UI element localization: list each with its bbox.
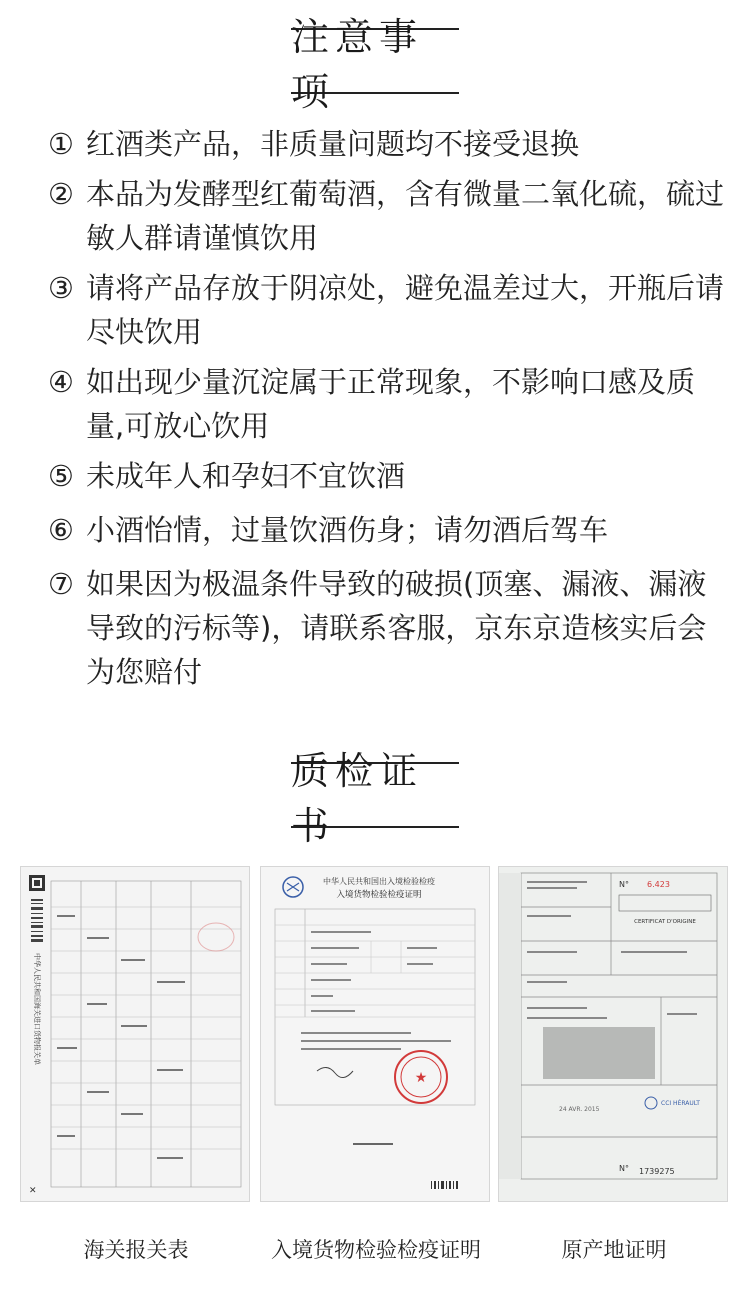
notice-number: ⑤: [48, 459, 74, 493]
origin-doc-heading: CERTIFICAT D'ORIGINE: [634, 919, 696, 925]
notice-text: 小酒怡情，过量饮酒伤身；请勿酒后驾车: [86, 513, 609, 547]
notice-text: 红酒类产品，非质量问题均不接受退换: [86, 127, 580, 161]
notice-item-2: [48, 172, 728, 260]
notice-item-3: [48, 266, 728, 354]
certificates-title-wrap: [0, 749, 750, 848]
notice-number: ⑥: [48, 513, 74, 547]
notice-text: 请将产品存放于阴凉处，避免温差过大，开瓶后请尽快饮用: [86, 271, 725, 349]
svg-text:★: ★: [414, 1070, 428, 1086]
origin-certificate-image: [498, 866, 728, 1202]
certificates-title: 质检证书: [291, 762, 459, 828]
notice-number: ⑦: [48, 567, 74, 601]
certificate-origin[interactable]: [498, 866, 730, 1262]
notice-text: 如果因为极温条件导致的破损(顶塞、漏液、漏液导致的污标等)，请联系客服，京东京造核实后会为您赔付: [86, 567, 707, 689]
origin-doc-number: 1739275: [639, 1167, 675, 1176]
inspection-certificate-image: [260, 866, 490, 1202]
notice-text: 如出现少量沉淀属于正常现象，不影响口感及质量,可放心饮用: [86, 365, 696, 443]
notice-item-5: [48, 454, 728, 498]
certificate-label: 入境货物检验检疫证明: [271, 1238, 481, 1262]
notices-title-wrap: [0, 15, 750, 114]
notice-item-6: [48, 508, 728, 552]
notice-item-7: [48, 562, 728, 694]
certificate-label: 原产地证明: [561, 1238, 667, 1262]
notices-title: 注意事项: [291, 28, 459, 94]
customs-declaration-image: [20, 866, 250, 1202]
notice-number: ②: [48, 177, 74, 211]
notice-item-1: [48, 122, 728, 166]
svg-text:CCI HÉRAULT: CCI HÉRAULT: [661, 1100, 700, 1107]
svg-text:24 AVR. 2015: 24 AVR. 2015: [559, 1106, 600, 1113]
certificate-customs[interactable]: [20, 866, 252, 1262]
notice-text: 本品为发酵型红葡萄酒，含有微量二氧化硫，硫过敏人群请谨慎饮用: [86, 177, 725, 255]
notices-list: [48, 122, 728, 700]
svg-text:6.423: 6.423: [647, 880, 670, 889]
inspection-doc-subheading: 入境货物检验检疫证明: [336, 890, 422, 900]
notice-item-4: [48, 360, 728, 448]
notice-number: ①: [48, 127, 74, 161]
svg-text:N°: N°: [619, 1164, 629, 1173]
inspection-doc-heading: 中华人民共和国出入境检验检疫: [323, 877, 435, 886]
certificate-label: 海关报关表: [83, 1238, 189, 1262]
certificates-row: [0, 866, 750, 1266]
notice-number: ③: [48, 271, 74, 305]
customs-doc-heading: 中华人民共和国海关进口货物报关单: [33, 953, 41, 1065]
notice-number: ④: [48, 365, 74, 399]
svg-text:N°: N°: [619, 880, 629, 889]
certificate-inspection[interactable]: [260, 866, 492, 1262]
notice-text: 未成年人和孕妇不宜饮酒: [86, 459, 406, 493]
svg-text:✕: ✕: [29, 1186, 37, 1196]
